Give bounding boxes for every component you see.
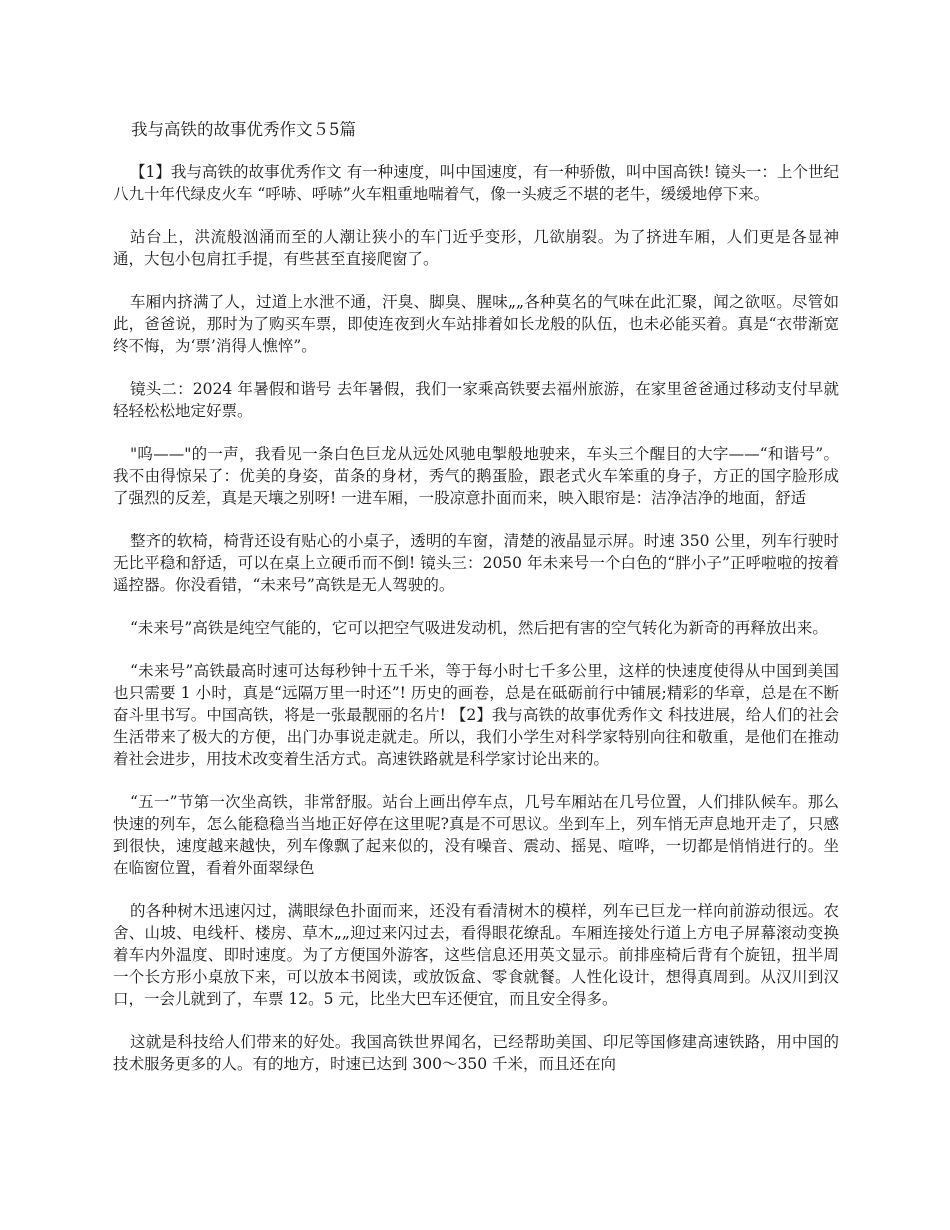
document-body xyxy=(113,118,839,1096)
paragraph-2: 站台上，洪流般汹涌而至的人潮让狭小的车门近乎变形，几欲崩裂。为了挤进车厢，人们更是各显神通，大包小包肩扛手提，有些甚至直接爬窗了。 xyxy=(113,228,839,268)
paragraph-10: 的各种树木迅速闪过，满眼绿色扑面而来，还没有看清树木的模样，列车已巨龙一样向前游动很远。农舍、山坡、电线杆、楼房、草木„„迎过来闪过去，看得眼花缭乱。车厢连接处行道上方电子屏幕滚动变换着车内外温度、即时速度。为了方便国外游客，这些信息还用英文显示。前排座椅后背有个旋钮，扭半周一个长方形小桌放下来，可以放本书阅读，或放饭盒、零食就餐。人性化设计，想得真周到。从汉川到汉口，一会儿就到了，车票 12。5 元，比坐大巴车还便宜，而且安全得多。 xyxy=(113,902,839,1008)
paragraph-4: 镜头二：2024 年暑假和谐号 去年暑假，我们一家乘高铁要去福州旅游，在家里爸爸通过移动支付早就轻轻松松地定好票。 xyxy=(113,380,839,420)
paragraph-7: “未来号”高铁是纯空气能的，它可以把空气吸进发动机，然后把有害的空气转化为新奇的再释放出来。 xyxy=(130,619,828,637)
paragraph-1: 【1】我与高铁的故事优秀作文 有一种速度，叫中国速度，有一种骄傲，叫中国高铁! 镜头一：上个世纪八九十年代绿皮火车 “呼哧、呼哧”火车粗重地喘着气，像一头疲乏不堪的老牛，缓缓地停下来。 xyxy=(113,163,839,203)
paragraph-8: “未来号”高铁最高时速可达每秒钟十五千米，等于每小时七千多公里，这样的快速度使得从中国到美国也只需要 1 小时，真是“远隔万里一时还”! 历史的画卷，总是在砥砺前行中铺展;精彩的华章，总是在不断奋斗里书写。中国高铁，将是一张最靓丽的名片! 【2】我与高铁的故事优秀作文 科技进展，给人们的社会生活带来了极大的方便，出门办事说走就走。所以，我们小学生对科学家特别向往和敬重，是他们在推动着社会进步，用技术改变着生活方式。高速铁路就是科学家讨论出来的。 xyxy=(113,662,839,768)
paragraph-11: 这就是科技给人们带来的好处。我国高铁世界闻名，已经帮助美国、印尼等国修建高速铁路，用中国的技术服务更多的人。有的地方，时速已达到 300～350 千米，而且还在向 xyxy=(113,1033,839,1073)
document-title: 我与高铁的故事优秀作文５5篇 xyxy=(131,120,356,139)
paragraph-5: "呜——"的一声，我看见一条白色巨龙从远处风驰电掣般地驶来，车头三个醒目的大字——“和谐号”。我不由得惊呆了：优美的身姿，苗条的身材，秀气的鹅蛋脸，跟老式火车笨重的身子，方正的国字脸形成了强烈的反差，真是天壤之别呀! 一进车厢，一股凉意扑面而来，映入眼帘是：洁净洁净的地面，舒适 xyxy=(113,445,839,507)
paragraph-3: 车厢内挤满了人，过道上水泄不通，汗臭、脚臭、腥味„„各种莫名的气味在此汇聚，闻之欲呕。尽管如此，爸爸说，那时为了购买车票，即使连夜到火车站排着如长龙般的队伍，也未必能买着。真是“衣带渐宽终不悔，为‘票’消得人憔悴”。 xyxy=(113,293,839,355)
paragraph-9: “五一”节第一次坐高铁，非常舒服。站台上画出停车点，几号车厢站在几号位置，人们排队候车。那么快速的列车，怎么能稳稳当当地正好停在这里呢?真是不可思议。坐到车上，列车悄无声息地开走了，只感到很快，速度越来越快，列车像飘了起来似的，没有噪音、震动、摇晃、喧哗，一切都是悄悄进行的。坐在临窗位置，看着外面翠绿色 xyxy=(113,793,839,877)
paragraph-6: 整齐的软椅，椅背还设有贴心的小桌子，透明的车窗，清楚的液晶显示屏。时速 350 公里，列车行驶时无比平稳和舒适，可以在桌上立硬币而不倒! 镜头三：2050 年未来号一个白色的“胖小子”正呼啦啦的按着遥控器。你没看错，“未来号”高铁是无人驾驶的。 xyxy=(113,532,839,594)
